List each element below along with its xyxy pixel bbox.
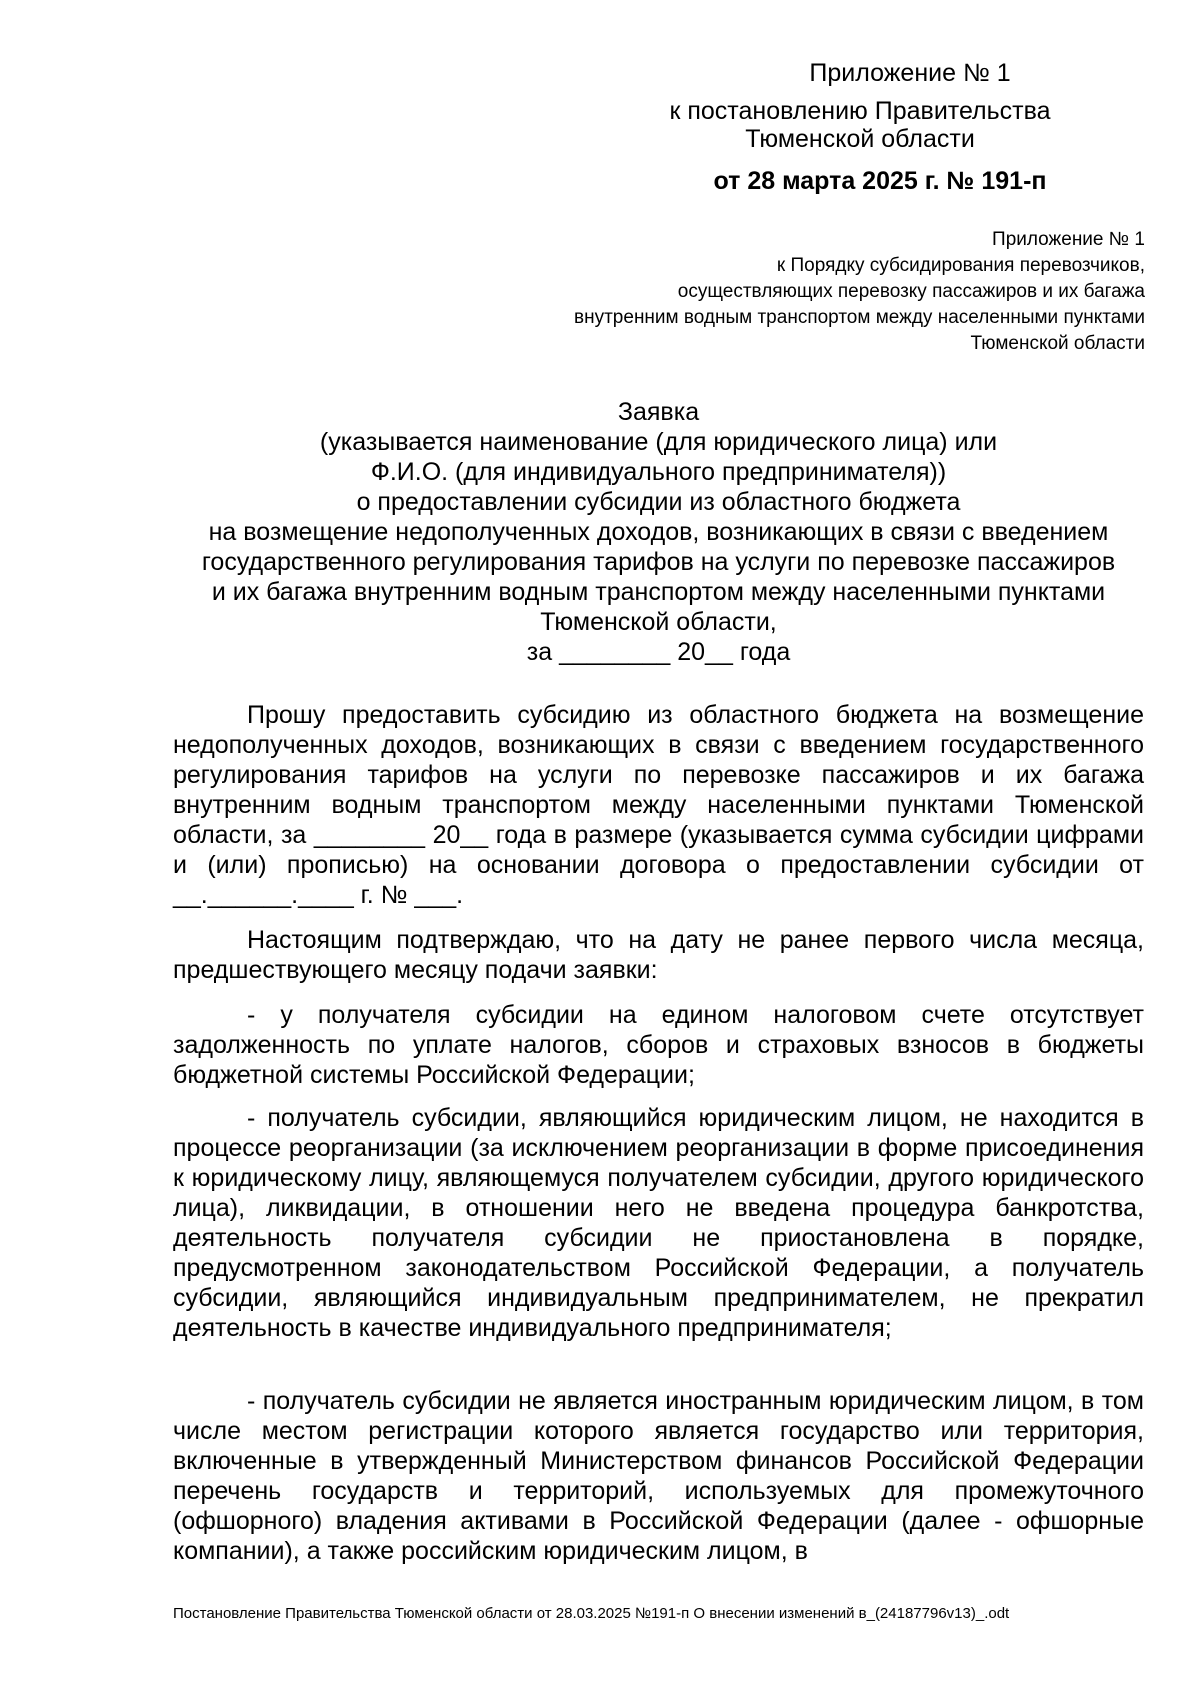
appendix-label: Приложение № 1 <box>809 59 1011 87</box>
sub-header-line-1: Приложение № 1 <box>992 229 1145 250</box>
sub-header-line-2: к Порядку субсидирования перевозчиков, <box>776 255 1145 276</box>
title-line-3: Ф.И.О. (для индивидуального предпринимателя)) <box>370 458 947 486</box>
document-footer: Постановление Правительства Тюменской области от 28.03.2025 №191-п О внесении изменений в_(24187796v13)_.odt <box>173 1605 1010 1622</box>
document-title <box>173 397 1144 667</box>
title-line-9: за ________ 20__ года <box>526 638 791 666</box>
sub-header <box>440 227 1145 357</box>
title-line-5: на возмещение недополученных доходов, возникающих в связи с введением <box>208 518 1109 546</box>
paragraph-reorganization: - получатель субсидии, являющийся юридическим лицом, не находится в процессе реорганизации (за исключением реорганизации в форме присоединения к юридическому лицу, являющемуся получателем субсидии, другого юридического лица), ликвидации, в отношении него не введена процедура банкротства, деятельность получателя субсидии не приостановлена в порядке, предусмотренном законодательством Российской Федерации, а получатель субсидии, являющийся индивидуальным предпринимателем, не прекратил деятельность в качестве индивидуального предпринимателя; <box>173 1104 1144 1342</box>
title-line-7: и их багажа внутренним водным транспортом между населенными пунктами <box>211 578 1106 606</box>
title-line-1: Заявка <box>617 398 700 426</box>
sub-header-line-5: Тюменской области <box>970 333 1145 354</box>
resolution-date-number: от 28 марта 2025 г. № 191-п <box>713 167 1047 195</box>
title-line-2: (указывается наименование (для юридического лица) или <box>319 428 998 456</box>
resolution-line-1: к постановлению Правительства <box>669 97 1051 125</box>
paragraph-tax-debt: - у получателя субсидии на едином налоговом счете отсутствует задолженность по уплате налогов, сборов и страховых взносов в бюджеты бюджетной системы Российской Федерации; <box>173 1001 1144 1089</box>
title-line-8: Тюменской области, <box>540 608 777 636</box>
title-line-4: о предоставлении субсидии из областного бюджета <box>356 488 961 516</box>
paragraph-offshore: - получатель субсидии не является иностранным юридическим лицом, в том числе местом регистрации которого является государство или территория, включенные в утвержденный Министерством финансов Российской Федерации перечень государств и территорий, используемых для промежуточного (офшорного) владения активами в Российской Федерации (далее - офшорные компании), а также российским юридическим лицом, в <box>173 1387 1144 1565</box>
paragraph-confirm: Настоящим подтверждаю, что на дату не ранее первого числа месяца, предшествующего месяцу подачи заявки: <box>173 926 1144 984</box>
sub-header-line-3: осуществляющих перевозку пассажиров и их багажа <box>677 281 1145 302</box>
sub-header-line-4: внутренним водным транспортом между населенными пунктами <box>574 307 1145 328</box>
title-line-6: государственного регулирования тарифов на услуги по перевозке пассажиров <box>201 548 1116 576</box>
paragraph-request: Прошу предоставить субсидию из областного бюджета на возмещение недополученных доходов, возникающих в связи с введением государственного регулирования тарифов на услуги по перевозке пассажиров и их багажа внутренним водным транспортом между населенными пунктами Тюменской области, за ________ 20__ года в размере (указывается сумма субсидии цифрами и (или) прописью) на основании договора о предоставлении субсидии от __.______.____ г. № ___. <box>173 701 1144 909</box>
resolution-line-2: Тюменской области <box>745 125 975 153</box>
